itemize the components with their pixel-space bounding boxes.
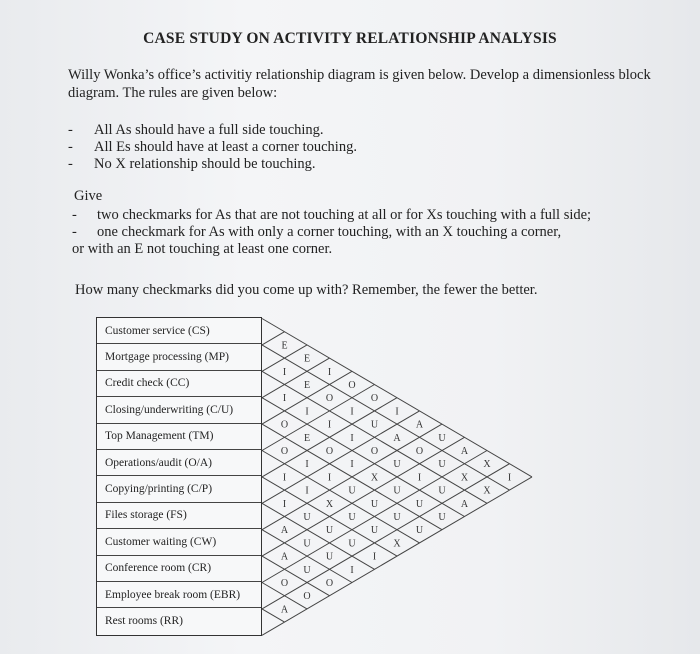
relationship-code: U (348, 538, 356, 550)
give-label: Give (74, 188, 103, 204)
relationship-code: A (280, 604, 289, 616)
department-row: Rest rooms (RR) (105, 615, 183, 628)
give-list (72, 207, 672, 258)
relationship-code: I (507, 472, 512, 484)
department-row: Customer waiting (CW) (97, 529, 261, 555)
relationship-code: A (460, 446, 469, 457)
relationship-code: O (348, 380, 356, 391)
relationship-code: O (280, 578, 289, 589)
list-item: - All Es should have at least a corner touching. (68, 139, 357, 155)
department-row: Mortgage processing (MP) (97, 344, 261, 370)
relationship-code: X (393, 538, 401, 550)
give-text: two checkmarks for As that are not touching at all or for Xs touching with a full side; (97, 207, 592, 223)
relationship-code: X (370, 472, 379, 484)
relationship-code: U (370, 525, 379, 537)
relationship-code: I (350, 564, 354, 576)
relationship-code: I (395, 406, 399, 418)
relationship-code: I (350, 432, 354, 444)
relationship-code: A (280, 551, 289, 563)
department-row: Copying/printing (C/P) (97, 476, 261, 502)
department-row: Top Management (TM) (97, 424, 261, 450)
relationship-code: I (327, 366, 332, 378)
relationship-code: U (438, 512, 446, 523)
grid-line (262, 345, 510, 490)
relationship-code: U (303, 564, 311, 576)
relationship-code: U (370, 419, 379, 431)
give-text: one checkmark for As with only a corner touching, with an X touching a corner, (97, 224, 562, 240)
grid-line (262, 556, 330, 596)
relationship-code: O (325, 446, 334, 457)
relationship-code: A (415, 419, 424, 431)
relationship-code: X (325, 498, 334, 510)
relationship-code: I (372, 551, 377, 563)
rules-list (68, 121, 357, 172)
department-row: Operations/audit (O/A) (97, 450, 261, 476)
relationship-code: X (460, 472, 469, 484)
relationship-code: X (483, 485, 491, 497)
relationship-code: E (303, 432, 311, 444)
relationship-code: U (438, 459, 446, 471)
relationship-code: U (415, 525, 424, 537)
relationship-code: U (438, 485, 446, 497)
relationship-code: O (370, 446, 379, 457)
relationship-code: U (303, 512, 311, 523)
rule-text: No X relationship should be touching. (94, 156, 316, 172)
grid-line (262, 398, 465, 517)
relationship-code: I (350, 406, 354, 418)
relationship-code: E (303, 353, 311, 365)
relationship-code: A (393, 432, 401, 444)
relationship-code: U (325, 551, 334, 563)
relationship-code: I (305, 406, 309, 418)
relationship-code: U (393, 485, 401, 497)
page-title: CASE STUDY ON ACTIVITY RELATIONSHIP ANALYSIS (143, 30, 557, 47)
relationship-code: U (348, 512, 356, 523)
relationship-code: X (483, 459, 491, 471)
department-row: Credit check (CC) (97, 371, 261, 397)
list-item: - one checkmark for As with only a corner touching, with an X touching a corner, (72, 224, 562, 240)
relationship-code: O (280, 419, 289, 431)
department-row: Conference room (CR) (97, 556, 261, 582)
relationship-code: O (325, 393, 334, 405)
relationship-code: I (282, 366, 287, 378)
grid-line (262, 385, 375, 451)
relationship-code: I (327, 472, 332, 484)
relationship-code: A (460, 498, 469, 510)
relationship-code: U (370, 498, 379, 510)
list-item: - All As should have a full side touching. (68, 122, 324, 138)
relationship-code: U (393, 459, 401, 471)
relationship-code: U (393, 512, 401, 523)
relationship-code: A (280, 525, 289, 537)
list-item: - No X relationship should be touching. (68, 156, 316, 172)
department-row: Employee break room (EBR) (97, 582, 261, 608)
department-list (96, 317, 262, 636)
rule-text: All As should have a full side touching. (94, 122, 324, 138)
list-item: - two checkmarks for As that are not touching at all or for Xs touching with a full side; (72, 207, 592, 223)
relationship-code: O (370, 393, 379, 405)
relationship-code: I (305, 459, 309, 471)
intro-paragraph: Willy Wonka’s office’s activitiy relationship diagram is given below. Develop a dimensionless block diagram. The rules are given below: (68, 67, 651, 101)
department-row: Customer service (CS) (97, 318, 261, 344)
relationship-code: I (350, 459, 354, 471)
relationship-code: I (282, 472, 287, 484)
grid-line (262, 437, 465, 556)
relationship-code: E (303, 380, 311, 391)
relationship-code: I (305, 485, 309, 497)
relationship-code: I (417, 472, 422, 484)
give-continuation: or with an E not touching at least one corner. (72, 241, 333, 257)
relationship-code: I (282, 498, 287, 510)
relationship-code: U (415, 498, 424, 510)
relationship-code: U (348, 485, 356, 497)
grid-line (262, 503, 375, 569)
question-text: How many checkmarks did you come up with? Remember, the fewer the better. (75, 282, 538, 298)
relationship-code: I (282, 393, 287, 405)
department-row: Files storage (FS) (97, 503, 261, 529)
relationship-code: U (325, 525, 334, 537)
relationship-code: O (415, 446, 424, 457)
relationship-code: O (325, 578, 334, 589)
relationship-code: E (281, 340, 288, 352)
relationship-code: U (303, 538, 311, 550)
rule-text: All Es should have at least a corner touching. (94, 139, 357, 155)
relationship-code: U (438, 432, 446, 444)
grid-line (262, 358, 330, 398)
relationship-code: O (280, 446, 289, 457)
department-row: Closing/underwriting (C/U) (97, 397, 261, 423)
grid-line (262, 464, 510, 609)
relationship-code: I (327, 419, 332, 431)
relationship-code: O (303, 591, 311, 603)
